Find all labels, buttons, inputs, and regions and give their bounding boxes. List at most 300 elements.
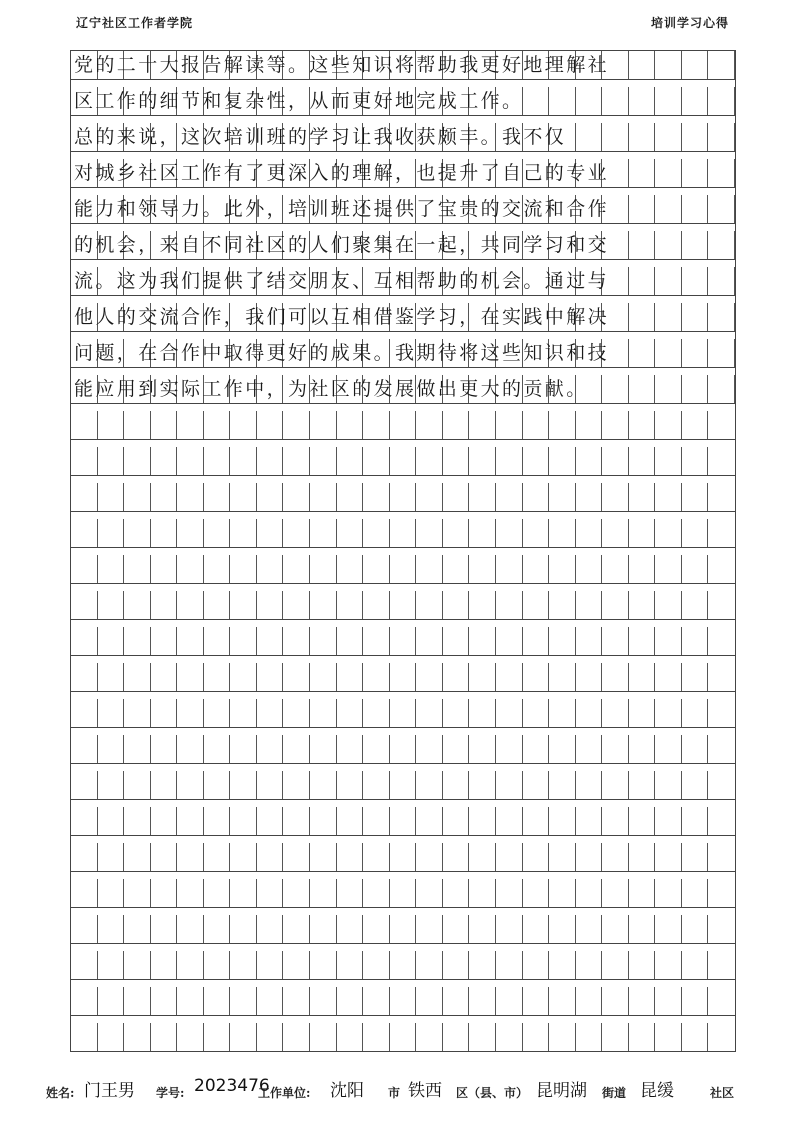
grid-cell <box>549 519 576 547</box>
grid-cell <box>257 735 284 763</box>
grid-cell <box>151 483 178 511</box>
grid-cell <box>390 807 417 835</box>
grid-cell <box>151 771 178 799</box>
grid-cell <box>469 519 496 547</box>
grid-cell <box>708 627 735 655</box>
grid-cell <box>682 591 709 619</box>
grid-cell <box>523 699 550 727</box>
grid-cell <box>682 699 709 727</box>
grid-cell <box>469 879 496 907</box>
grid-cell <box>283 447 310 475</box>
grid-cell <box>416 915 443 943</box>
grid-cell <box>337 663 364 691</box>
grid-cell <box>98 987 125 1015</box>
grid-cell <box>71 447 98 475</box>
grid-cell <box>443 735 470 763</box>
grid-cell <box>576 555 603 583</box>
grid-cell <box>629 555 656 583</box>
grid-cell <box>708 951 735 979</box>
grid-cell <box>390 555 417 583</box>
grid-cell <box>443 663 470 691</box>
id-value: 2023476 <box>194 1076 270 1096</box>
grid-cell <box>363 627 390 655</box>
grid-cell <box>469 411 496 439</box>
grid-cell <box>71 555 98 583</box>
grid-cell <box>629 951 656 979</box>
grid-cell <box>496 1023 523 1051</box>
grid-cell <box>443 1023 470 1051</box>
grid-cell <box>151 1023 178 1051</box>
grid-cell <box>337 879 364 907</box>
grid-cell <box>124 843 151 871</box>
grid-cell <box>416 555 443 583</box>
grid-cell <box>469 663 496 691</box>
grid-cell <box>523 735 550 763</box>
grid-cell <box>469 483 496 511</box>
grid-cell <box>283 591 310 619</box>
handwritten-line: 总的来说，这次培训班的学习让我收获颇丰。我不仅 <box>74 126 567 148</box>
grid-cell <box>204 807 231 835</box>
grid-row <box>71 411 735 440</box>
grid-cell <box>629 987 656 1015</box>
grid-cell <box>71 987 98 1015</box>
grid-cell <box>549 411 576 439</box>
grid-cell <box>151 843 178 871</box>
grid-cell <box>230 591 257 619</box>
grid-row <box>71 267 735 296</box>
grid-cell <box>390 915 417 943</box>
grid-cell <box>230 447 257 475</box>
grid-row <box>71 843 735 872</box>
grid-cell <box>416 879 443 907</box>
grid-cell <box>469 915 496 943</box>
grid-cell <box>257 663 284 691</box>
grid-cell <box>71 879 98 907</box>
grid-cell <box>602 699 629 727</box>
grid-cell <box>390 447 417 475</box>
grid-cell <box>655 411 682 439</box>
grid-cell <box>523 951 550 979</box>
grid-cell <box>177 519 204 547</box>
grid-cell <box>283 519 310 547</box>
grid-cell <box>363 411 390 439</box>
grid-cell <box>177 663 204 691</box>
grid-row <box>71 231 735 260</box>
grid-cell <box>602 915 629 943</box>
grid-cell <box>71 807 98 835</box>
grid-cell <box>496 843 523 871</box>
grid-cell <box>177 987 204 1015</box>
grid-cell <box>469 447 496 475</box>
grid-cell <box>257 699 284 727</box>
grid-cell <box>655 915 682 943</box>
grid-cell <box>549 735 576 763</box>
grid-cell <box>257 987 284 1015</box>
grid-cell <box>682 411 709 439</box>
grid-cell <box>310 555 337 583</box>
grid-cell <box>98 915 125 943</box>
grid-row <box>71 87 735 116</box>
grid-cell <box>708 447 735 475</box>
grid-cell <box>98 1023 125 1051</box>
grid-cell <box>204 411 231 439</box>
grid-cell <box>337 843 364 871</box>
grid-cell <box>71 951 98 979</box>
grid-cell <box>576 483 603 511</box>
grid-cell <box>283 879 310 907</box>
grid-cell <box>337 627 364 655</box>
grid-cell <box>283 735 310 763</box>
grid-cell <box>363 663 390 691</box>
grid-cell <box>177 915 204 943</box>
grid-cell <box>416 807 443 835</box>
grid-cell <box>549 843 576 871</box>
grid-cell <box>337 771 364 799</box>
grid-cell <box>310 843 337 871</box>
grid-cell <box>337 1023 364 1051</box>
grid-cell <box>230 735 257 763</box>
grid-cell <box>496 771 523 799</box>
grid-cell <box>655 483 682 511</box>
grid-cell <box>602 951 629 979</box>
grid-cell <box>124 807 151 835</box>
grid-cell <box>390 987 417 1015</box>
grid-row <box>71 591 735 620</box>
grid-cell <box>469 627 496 655</box>
grid-cell <box>124 915 151 943</box>
grid-cell <box>629 663 656 691</box>
grid-cell <box>523 771 550 799</box>
grid-cell <box>602 591 629 619</box>
grid-cell <box>523 807 550 835</box>
grid-cell <box>576 735 603 763</box>
grid-cell <box>363 951 390 979</box>
grid-cell <box>655 987 682 1015</box>
grid-cell <box>98 447 125 475</box>
unit-label: 工作单位: <box>258 1086 311 1100</box>
grid-cell <box>576 915 603 943</box>
grid-cell <box>124 483 151 511</box>
grid-row <box>71 1023 735 1052</box>
grid-cell <box>363 519 390 547</box>
grid-cell <box>708 411 735 439</box>
handwritten-line: 能力和领导力。此外，培训班还提供了宝贵的交流和合作 <box>74 198 610 220</box>
grid-cell <box>390 771 417 799</box>
grid-cell <box>655 447 682 475</box>
grid-cell <box>682 555 709 583</box>
grid-cell <box>337 591 364 619</box>
grid-cell <box>655 1023 682 1051</box>
grid-cell <box>523 843 550 871</box>
grid-cell <box>177 843 204 871</box>
grid-cell <box>363 591 390 619</box>
grid-cell <box>602 555 629 583</box>
grid-cell <box>310 447 337 475</box>
grid-cell <box>549 591 576 619</box>
grid-cell <box>682 771 709 799</box>
grid-cell <box>177 735 204 763</box>
grid-cell <box>682 735 709 763</box>
grid-cell <box>204 555 231 583</box>
grid-cell <box>151 699 178 727</box>
grid-cell <box>257 591 284 619</box>
grid-cell <box>708 1023 735 1051</box>
grid-cell <box>230 771 257 799</box>
handwritten-line: 他人的交流合作，我们可以互相借鉴学习，在实践中解决 <box>74 306 610 328</box>
grid-cell <box>363 807 390 835</box>
grid-cell <box>523 483 550 511</box>
grid-cell <box>416 447 443 475</box>
grid-cell <box>549 447 576 475</box>
grid-cell <box>230 519 257 547</box>
grid-cell <box>523 411 550 439</box>
grid-cell <box>469 735 496 763</box>
grid-cell <box>682 663 709 691</box>
grid-row <box>71 519 735 548</box>
grid-cell <box>151 735 178 763</box>
grid-cell <box>151 591 178 619</box>
name-value: 门王男 <box>84 1081 135 1101</box>
grid-cell <box>443 699 470 727</box>
grid-cell <box>443 555 470 583</box>
grid-cell <box>363 555 390 583</box>
handwritten-line: 能应用到实际工作中，为社区的发展做出更大的贡献。 <box>74 378 588 400</box>
grid-cell <box>71 699 98 727</box>
grid-cell <box>496 411 523 439</box>
city-value: 沈阳 <box>330 1081 364 1101</box>
grid-cell <box>177 771 204 799</box>
grid-cell <box>204 735 231 763</box>
grid-cell <box>257 951 284 979</box>
grid-cell <box>204 879 231 907</box>
grid-cell <box>708 987 735 1015</box>
grid-cell <box>363 987 390 1015</box>
grid-cell <box>177 411 204 439</box>
grid-cell <box>283 1023 310 1051</box>
grid-cell <box>390 411 417 439</box>
grid-cell <box>576 879 603 907</box>
grid-cell <box>708 879 735 907</box>
grid-cell <box>390 519 417 547</box>
grid-cell <box>602 987 629 1015</box>
grid-cell <box>98 807 125 835</box>
grid-cell <box>629 591 656 619</box>
grid-cell <box>98 627 125 655</box>
grid-cell <box>576 411 603 439</box>
grid-cell <box>469 555 496 583</box>
grid-cell <box>496 663 523 691</box>
grid-row <box>71 555 735 584</box>
grid-cell <box>496 591 523 619</box>
grid-cell <box>629 627 656 655</box>
grid-cell <box>549 663 576 691</box>
grid-cell <box>337 483 364 511</box>
grid-cell <box>204 483 231 511</box>
grid-cell <box>602 771 629 799</box>
grid-cell <box>549 699 576 727</box>
grid-cell <box>390 735 417 763</box>
grid-cell <box>496 915 523 943</box>
grid-cell <box>655 951 682 979</box>
grid-cell <box>204 591 231 619</box>
grid-cell <box>177 879 204 907</box>
grid-cell <box>708 771 735 799</box>
grid-cell <box>283 771 310 799</box>
grid-cell <box>310 807 337 835</box>
grid-cell <box>496 987 523 1015</box>
grid-cell <box>682 483 709 511</box>
grid-cell <box>310 771 337 799</box>
grid-cell <box>310 627 337 655</box>
grid-cell <box>177 807 204 835</box>
grid-cell <box>337 411 364 439</box>
grid-cell <box>416 483 443 511</box>
grid-cell <box>655 843 682 871</box>
grid-cell <box>124 591 151 619</box>
grid-cell <box>708 843 735 871</box>
grid-cell <box>257 411 284 439</box>
grid-cell <box>602 447 629 475</box>
header-institution: 辽宁社区工作者学院 <box>76 16 194 30</box>
grid-cell <box>230 555 257 583</box>
grid-cell <box>708 699 735 727</box>
grid-cell <box>363 843 390 871</box>
grid-cell <box>549 555 576 583</box>
grid-cell <box>523 555 550 583</box>
grid-cell <box>283 843 310 871</box>
grid-cell <box>337 807 364 835</box>
grid-cell <box>708 519 735 547</box>
grid-cell <box>230 483 257 511</box>
handwritten-line: 区工作的细节和复杂性，从而更好地完成工作。 <box>74 90 524 112</box>
grid-cell <box>390 627 417 655</box>
grid-cell <box>204 519 231 547</box>
grid-cell <box>71 915 98 943</box>
grid-cell <box>151 411 178 439</box>
grid-cell <box>310 735 337 763</box>
grid-cell <box>151 627 178 655</box>
grid-cell <box>496 555 523 583</box>
grid-cell <box>682 915 709 943</box>
grid-cell <box>655 771 682 799</box>
header-doc-title: 培训学习心得 <box>650 16 729 30</box>
grid-cell <box>496 699 523 727</box>
grid-cell <box>416 411 443 439</box>
id-label: 学号: <box>156 1086 185 1100</box>
grid-cell <box>549 915 576 943</box>
grid-cell <box>576 627 603 655</box>
grid-cell <box>204 1023 231 1051</box>
grid-cell <box>469 987 496 1015</box>
grid-cell <box>655 591 682 619</box>
grid-cell <box>337 555 364 583</box>
grid-cell <box>98 555 125 583</box>
grid-cell <box>443 987 470 1015</box>
grid-cell <box>682 627 709 655</box>
grid-cell <box>124 879 151 907</box>
grid-cell <box>310 591 337 619</box>
grid-cell <box>629 1023 656 1051</box>
grid-cell <box>443 519 470 547</box>
grid-cell <box>549 879 576 907</box>
grid-cell <box>390 591 417 619</box>
grid-cell <box>523 627 550 655</box>
grid-cell <box>655 807 682 835</box>
grid-cell <box>629 447 656 475</box>
grid-row <box>71 663 735 692</box>
grid-cell <box>390 951 417 979</box>
grid-cell <box>469 843 496 871</box>
grid-cell <box>257 483 284 511</box>
grid-cell <box>602 843 629 871</box>
grid-cell <box>177 447 204 475</box>
grid-cell <box>443 951 470 979</box>
grid-cell <box>71 627 98 655</box>
grid-cell <box>469 951 496 979</box>
handwritten-line: 流。这为我们提供了结交朋友、互相帮助的机会。通过与 <box>74 270 610 292</box>
handwritten-line: 对城乡社区工作有了更深入的理解，也提升了自己的专业 <box>74 162 610 184</box>
grid-cell <box>576 663 603 691</box>
grid-cell <box>443 879 470 907</box>
grid-cell <box>496 735 523 763</box>
grid-cell <box>151 555 178 583</box>
grid-cell <box>310 915 337 943</box>
grid-cell <box>204 627 231 655</box>
grid-cell <box>416 987 443 1015</box>
grid-cell <box>337 951 364 979</box>
grid-cell <box>708 591 735 619</box>
grid-cell <box>416 627 443 655</box>
grid-row <box>71 879 735 908</box>
grid-cell <box>602 627 629 655</box>
grid-cell <box>549 807 576 835</box>
grid-cell <box>283 627 310 655</box>
grid-cell <box>204 699 231 727</box>
grid-cell <box>390 843 417 871</box>
grid-cell <box>151 915 178 943</box>
grid-cell <box>71 771 98 799</box>
grid-cell <box>124 771 151 799</box>
grid-cell <box>177 555 204 583</box>
grid-cell <box>416 663 443 691</box>
grid-cell <box>310 1023 337 1051</box>
street-value: 昆明湖 <box>536 1081 587 1101</box>
grid-cell <box>310 411 337 439</box>
grid-cell <box>337 519 364 547</box>
grid-cell <box>98 879 125 907</box>
grid-cell <box>71 735 98 763</box>
grid-cell <box>629 519 656 547</box>
grid-cell <box>602 663 629 691</box>
grid-row <box>71 303 735 332</box>
grid-cell <box>682 879 709 907</box>
grid-cell <box>257 771 284 799</box>
grid-cell <box>523 879 550 907</box>
city-label: 市 <box>388 1086 401 1100</box>
grid-cell <box>416 771 443 799</box>
grid-cell <box>204 663 231 691</box>
grid-cell <box>124 519 151 547</box>
grid-row <box>71 627 735 656</box>
grid-cell <box>337 699 364 727</box>
grid-cell <box>124 699 151 727</box>
grid-cell <box>443 843 470 871</box>
grid-cell <box>151 987 178 1015</box>
grid-cell <box>576 519 603 547</box>
grid-cell <box>71 1023 98 1051</box>
grid-cell <box>124 987 151 1015</box>
grid-cell <box>443 915 470 943</box>
